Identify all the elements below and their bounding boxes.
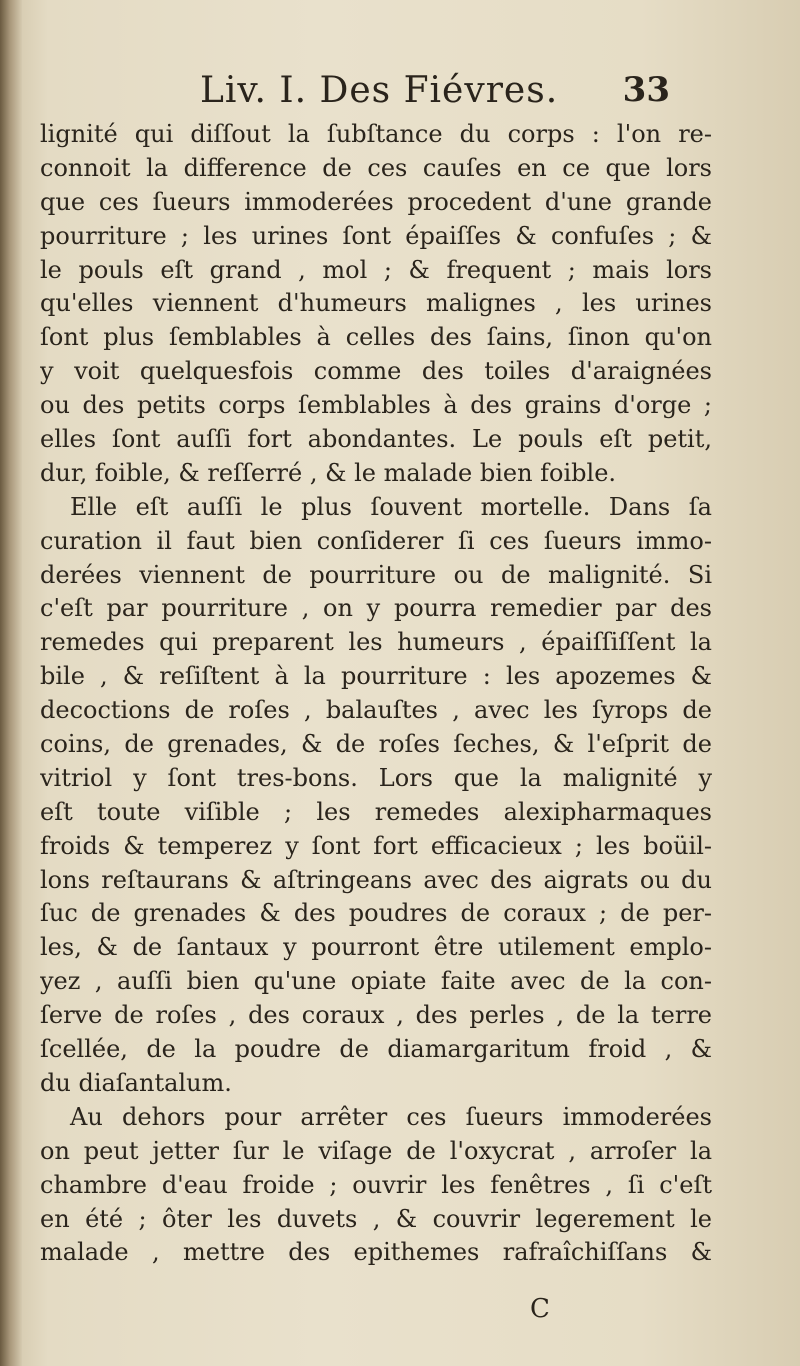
text-line: ſont plus ſemblables à celles des ſains, ſinon qu'on xyxy=(40,323,712,352)
text-line: eſt toute viſible ; les remedes alexipharmaques xyxy=(40,797,712,826)
text-line: vitriol y ſont tres-bons. Lors que la malignité y xyxy=(40,763,712,792)
page-number: 33 xyxy=(622,70,670,110)
text-line: ſuc de grenades & des poudres de coraux ; de per- xyxy=(40,899,712,928)
text-line: bile , & reſiſtent à la pourriture : les apozemes & xyxy=(40,662,712,691)
text-line: elles ſont auſſi fort abondantes. Le pouls eſt petit, xyxy=(40,425,712,454)
text-line: lons reſtaurans & aſtringeans avec des aigrats ou du xyxy=(40,865,712,894)
text-line: malade , mettre des epithemes rafraîchiſſans & xyxy=(40,1238,712,1267)
text-line: froids & temperez y ſont fort efficacieux ; les boüil- xyxy=(40,831,712,860)
text-line: dur, foible, & reſſerré , & le malade bien foible. xyxy=(40,458,617,487)
text-line: derées viennent de pourriture ou de malignité. Si xyxy=(40,560,712,589)
text-line: pourriture ; les urines ſont épaiſſes & confuſes ; & xyxy=(40,221,712,250)
text-line: yez , auſſi bien qu'une opiate faite avec de la con- xyxy=(40,967,712,996)
text-line: ou des petits corps ſemblables à des grains d'orge ; xyxy=(40,391,712,420)
text-line: ſerve de roſes , des coraux , des perles , de la terre xyxy=(40,1001,712,1030)
text-line: connoit la difference de ces cauſes en ce que lors xyxy=(40,153,712,182)
paragraph-start-line: Elle eſt auſſi le plus ſouvent mortelle. Dans ſa xyxy=(70,492,712,521)
text-line: qu'elles viennent d'humeurs malignes , les urines xyxy=(40,289,712,318)
body-text xyxy=(40,118,712,1270)
text-line: ſcellée, de la poudre de diamargaritum froid , & xyxy=(40,1035,712,1064)
text-line: decoctions de roſes , balauſtes , avec les ſyrops de xyxy=(40,696,712,725)
text-line: coins, de grenades, & de roſes ſeches, & l'eſprit de xyxy=(40,730,712,759)
text-line: on peut jetter ſur le viſage de l'oxycrat , arroſer la xyxy=(40,1136,712,1165)
text-line: remedes qui preparent les humeurs , épaiſſiſſent la xyxy=(40,628,712,657)
text-line: les, & de ſantaux y pourront être utilement emplo- xyxy=(40,933,712,962)
text-line: lignité qui diſſout la ſubſtance du corps : l'on re- xyxy=(40,120,712,148)
running-head: Liv. I. Des Fiévres. xyxy=(200,70,559,111)
paragraph-start-line: Au dehors pour arrêter ces ſueurs immoderées xyxy=(70,1102,712,1131)
signature-mark: C xyxy=(530,1294,550,1324)
text-line: y voit quelquesfois comme des toiles d'araignées xyxy=(40,357,712,386)
text-line: curation il faut bien conſiderer ſi ces ſueurs immo- xyxy=(40,526,712,555)
text-line: que ces ſueurs immoderées procedent d'une grande xyxy=(40,187,712,216)
text-line: du diaſantalum. xyxy=(40,1068,232,1097)
page-spine-shadow xyxy=(0,0,22,1366)
text-line: chambre d'eau froide ; ouvrir les fenêtres , ſi c'eſt xyxy=(40,1170,712,1199)
text-line: c'eſt par pourriture , on y pourra remedier par des xyxy=(40,594,712,623)
page-header xyxy=(200,70,670,120)
text-line: en été ; ôter les duvets , & couvrir legerement le xyxy=(40,1204,712,1233)
text-line: le pouls eſt grand , mol ; & frequent ; mais lors xyxy=(40,255,712,284)
